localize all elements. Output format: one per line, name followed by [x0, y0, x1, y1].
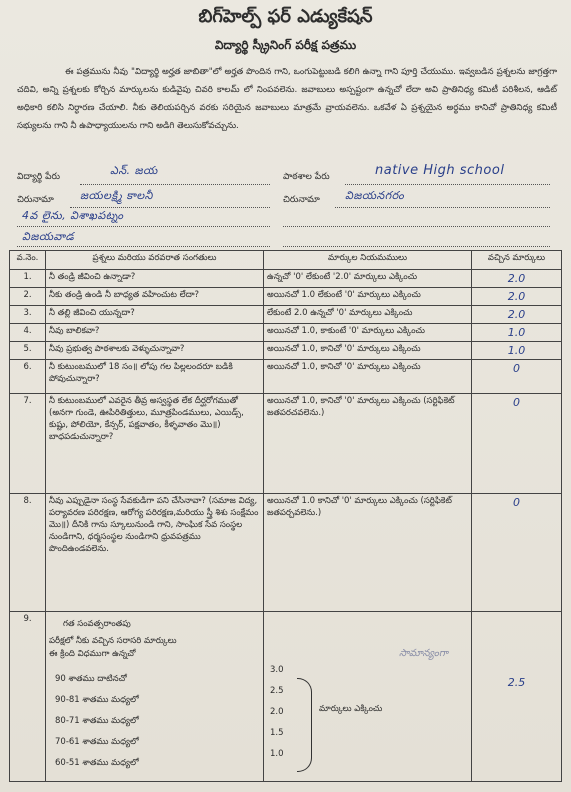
row-rule: లేకుంటే 2.0 ఉన్నచో '0' మార్కులు ఎక్కించు: [264, 306, 472, 324]
row-question: నీకు తండ్రి ఉండి నీ బాధ్యత వహించుట లేదా?: [46, 288, 264, 306]
row-question: నీవు బాలికవా?: [46, 324, 264, 342]
table-row: [10, 324, 562, 342]
row-question: నీ కుటుంబములో ఎవరైన తీవ్ర అస్వస్థత లేక దీర్ఘరోగముతో (అనగా గుండె, ఊపిరితిత్తులు, మూత్రపిండములు, ఎయిడ్స్, కుష్టు, పోలియో, కేన్సర్, పక్షవాతం, కీళ్ళవాతం మొ॥) బాధపడుచున్నారా?: [46, 394, 264, 494]
instructions-paragraph: ఈ పత్రమును నీవు "విద్యార్థి అర్హత జాబితా"లో అర్హత పొందిన గాని, ఒంగుపెట్టుబడి కలిగి ఉన్నా గాని పూర్తి చేయుము. ఇవ్వబడిన ప్రశ్నలను జాగ్రత్తగా చదివి, అన్ని ప్రశ్నలకు కోర్చిన మార్కులను కుడివైపు చివరి కాలమ్ లో నింపవలెను. జవాబులు అస్పష్టంగా ఉన్నచో లేదా అవి ప్రాతినిధ్య కమిటీ పరిశీలన, ఆడిట్ అధికారి కలిసి నిర్ధారణ చేయాలి. నీకు తెలియపర్చిన వరకు సరియైన జవాబులు మాత్రమే వ్రాయవలెను. ఒకవేళ ఏ ప్రశ్నయైన అర్థము కానిచో ప్రాతినిధ్య కమిటీ సభ్యులను గాని నీ ఉపాధ్యాయులను గాని అడిగి తెలుసుకోవచ్చును.: [17, 67, 557, 131]
row-number: 4.: [10, 324, 46, 342]
row-mark[interactable]: [472, 612, 562, 782]
address-label: చిరునామా: [283, 195, 320, 205]
form-subtitle: విద్యార్థి స్క్రీనింగ్ పరీక్ష పత్రము: [214, 38, 357, 52]
father-line: [70, 207, 270, 208]
table-row: [10, 288, 562, 306]
item9-mark[interactable]: 2.5: [507, 676, 526, 689]
row-mark[interactable]: 2.0: [472, 270, 562, 288]
address-value[interactable]: విజయనగరం: [345, 189, 405, 202]
row-rule: అయినచో 1.0 కానిచో '0' మార్కులు ఎక్కించు (సర్టిఫికెట్ జతపర్చవలెను.): [264, 494, 472, 612]
row-question: నీ తల్లి జీవించి యున్నదా?: [46, 306, 264, 324]
school-label: పాఠశాల పేరు: [283, 172, 330, 182]
row-number: 6.: [10, 360, 46, 394]
grade-marks: 1.5: [270, 728, 284, 738]
student-name-line: [80, 184, 270, 185]
school-line: [345, 184, 550, 185]
row-rule: అయినచో 1.0, కానిచో '0' మార్కులు ఎక్కించు: [264, 360, 472, 394]
father-label: చిరునామా: [17, 195, 54, 205]
item9-scribble: సామాన్యంగా: [399, 648, 449, 659]
student-name-label: విద్యార్థి పేరు: [17, 172, 60, 182]
row-rule: అయినచో 1.0 లేకుంటే '0' మార్కులు ఎక్కించు: [264, 288, 472, 306]
row-number: 9.: [10, 612, 46, 782]
row-rule: అయినచో 1.0, కాకుంటే '0' మార్కులు ఎక్కించు: [264, 324, 472, 342]
item9-line: పరీక్షలో నీకు వచ్చిన సరాసరి మార్కులు: [49, 636, 177, 646]
grade-marks: 1.0: [270, 749, 284, 759]
item9-line: ఈ క్రింది విధముగా ఉన్నచో: [49, 649, 136, 659]
grade-range: 60-51 శాతము మధ్యలో: [55, 758, 139, 768]
header-serial: వ.నెం.: [10, 251, 46, 270]
grade-range: 90 శాతము దాటినచో: [55, 674, 127, 684]
header-question: ప్రశ్నలు మరియు వరవరాత సంగతులు: [46, 251, 264, 270]
row-number: 7.: [10, 394, 46, 494]
student-name-value[interactable]: ఎన్. జయ: [110, 164, 158, 177]
row-mark[interactable]: 0: [472, 494, 562, 612]
row-mark[interactable]: 2.0: [472, 288, 562, 306]
address-line-2: [17, 226, 270, 227]
row-mark[interactable]: 2.0: [472, 306, 562, 324]
row-question: నీ తండ్రి జీవించి ఉన్నాడా?: [46, 270, 264, 288]
grade-marks: 2.5: [270, 686, 284, 696]
table-row: [10, 394, 562, 494]
table-row: [10, 342, 562, 360]
grade-range: 80-71 శాతము మధ్యలో: [55, 716, 139, 726]
row-mark[interactable]: 0: [472, 360, 562, 394]
grade-range: 90-81 శాతము మధ్యలో: [55, 695, 139, 705]
form-title: బిగ్‌హెల్ప్ ఫర్ ఎడ్యుకేషన్: [198, 6, 373, 27]
table-row: [10, 306, 562, 324]
row-mark[interactable]: 0: [472, 394, 562, 494]
row-number: 5.: [10, 342, 46, 360]
address-line: [335, 207, 550, 208]
grade-marks: 2.0: [270, 707, 284, 717]
screening-table: [9, 250, 562, 782]
grade-range: 70-61 శాతము మధ్యలో: [55, 737, 139, 747]
row-question: నీ కుటుంబములో 18 సం॥ లోపు గల పిల్లలందరూ బడికి పోవుచున్నారా?: [46, 360, 264, 394]
address-line-3: [17, 246, 270, 247]
father-value[interactable]: జయలక్ష్మి కాలనీ: [80, 189, 153, 202]
address-value-2[interactable]: 4వ లైను, విశాఖపట్నం: [22, 209, 124, 222]
row-mark[interactable]: 1.0: [472, 342, 562, 360]
row9-rule: [264, 612, 472, 782]
row-mark[interactable]: 1.0: [472, 324, 562, 342]
row-number: 3.: [10, 306, 46, 324]
row-rule: ఉన్నచో '0' లేకుంటే '2.0' మార్కులు ఎక్కించు: [264, 270, 472, 288]
table-header-row: [10, 251, 562, 270]
row-question: నీవు ప్రభుత్వ పాఠశాలకు వెళ్ళుచున్నావా?: [46, 342, 264, 360]
address-line-2b: [283, 226, 550, 227]
row9-question: [46, 612, 264, 782]
row-rule: అయినచో 1.0, కానిచో '0' మార్కులు ఎక్కించు (సర్టిఫికెట్ జతపరచవలెను.): [264, 394, 472, 494]
address-line-3b: [283, 246, 550, 247]
table-row: [10, 270, 562, 288]
header-marks: వచ్చిన మార్కులు: [472, 251, 562, 270]
table-row-9: [10, 612, 562, 782]
grade-marks: 3.0: [270, 665, 284, 675]
item9-rule: మార్కులు ఎక్కించు: [319, 704, 383, 714]
table-row: [10, 494, 562, 612]
row-rule: అయినచో 1.0, కానిచో '0' మార్కులు ఎక్కించు: [264, 342, 472, 360]
school-value[interactable]: native High school: [375, 163, 505, 178]
grade-brace: [297, 678, 312, 772]
row-question: నీవు ఎప్పుడైనా సంస్థ సేవకుడిగా పని చేసినావా? (సమాజ విద్య, పర్యావరణ పరిరక్షణ, ఆరోగ్య పరిరక్షణ,మరియు స్త్రీ శిశు సంక్షేమం మొ॥) దీనికి గాను స్కూలునుండి గాని, సాంఘిక సేవ సంస్థల నుండిగాని, ధర్మసంస్థల నుండిగాని ధ్రువపత్రము పొందిఉండవలెను.: [46, 494, 264, 612]
address-value-3[interactable]: విజయవాడ: [22, 230, 75, 243]
header-rule: మార్కుల నియమములు: [264, 251, 472, 270]
row-number: 2.: [10, 288, 46, 306]
row-number: 8.: [10, 494, 46, 612]
table-row: [10, 360, 562, 394]
row-number: 1.: [10, 270, 46, 288]
item9-line: గత సంవత్సరాంతపు: [63, 619, 131, 629]
